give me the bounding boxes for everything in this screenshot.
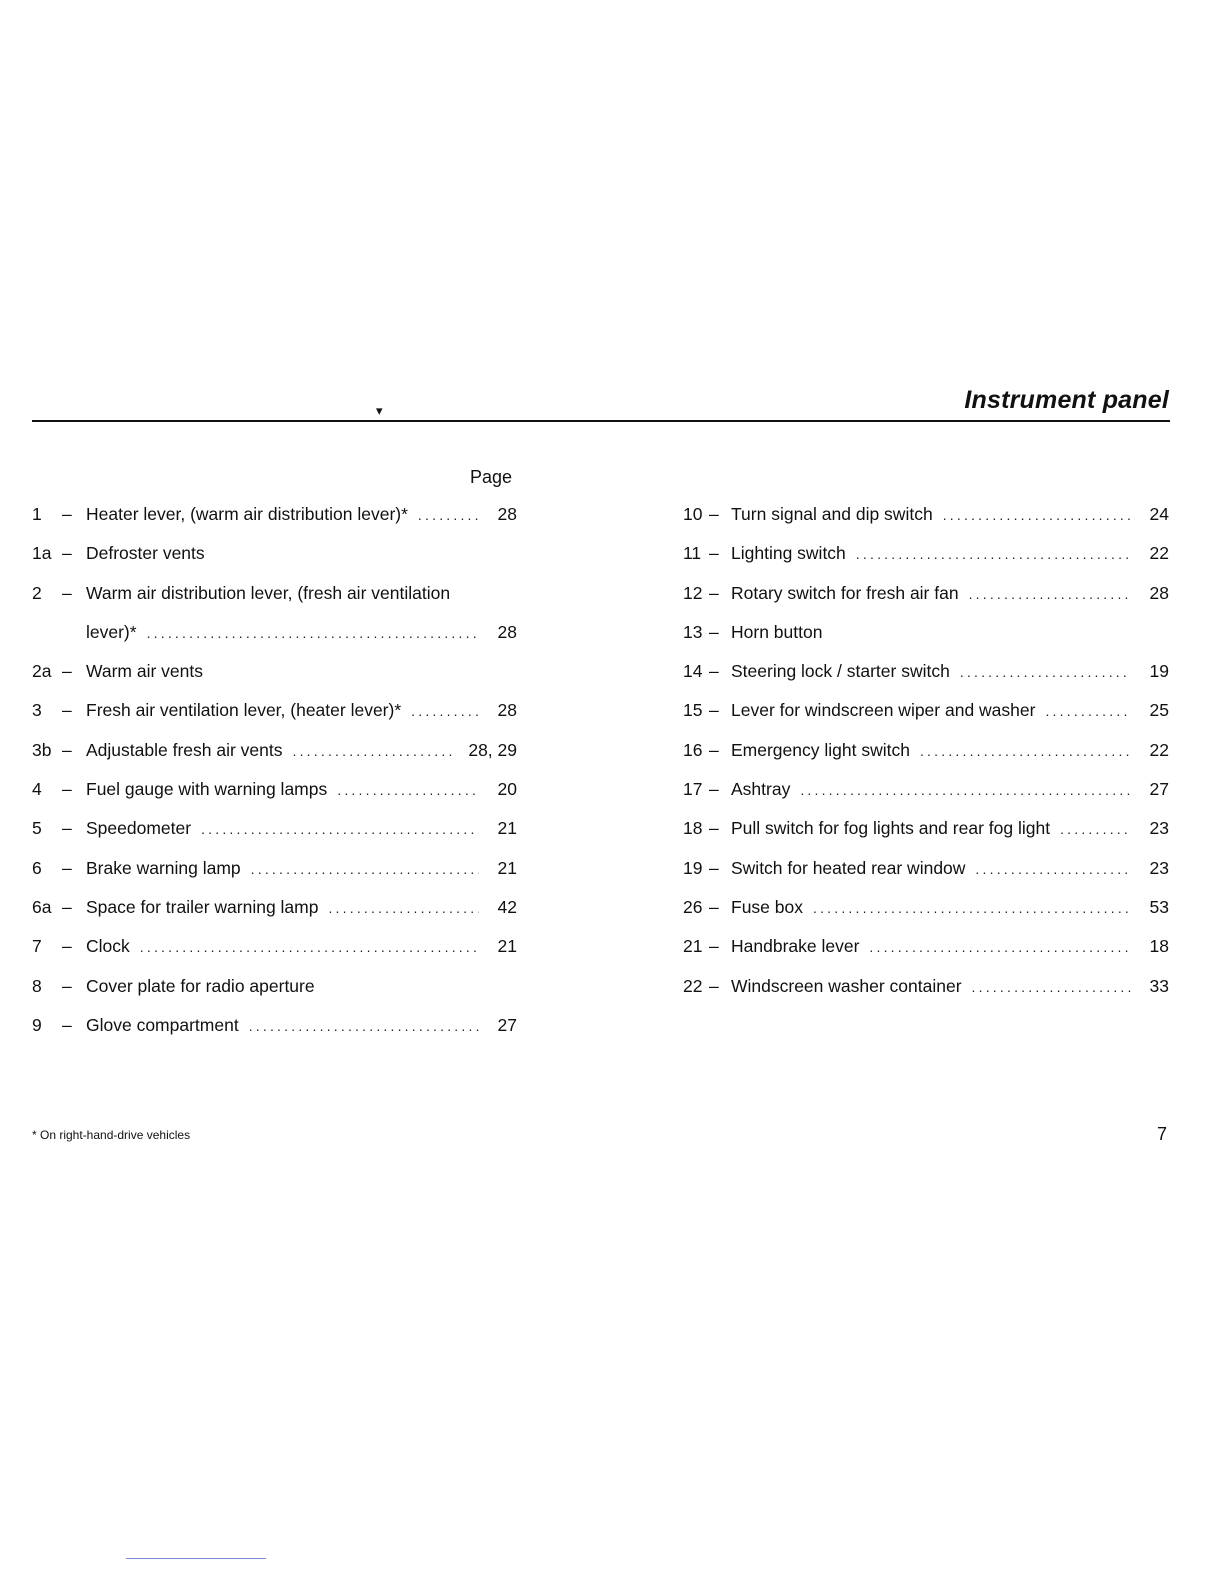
entry-number: 1 [32, 504, 42, 524]
entry-page: 22 [1149, 739, 1169, 760]
entry-label: Rotary switch for fresh air fan [731, 582, 959, 603]
dot-leader [249, 1012, 479, 1040]
entry-page: 20 [497, 779, 517, 800]
entry-number: 2 [32, 582, 42, 603]
index-entry-2a [32, 657, 517, 696]
entry-page: 28 [1149, 582, 1169, 603]
index-entry-6 [32, 854, 517, 893]
dot-leader [800, 776, 1131, 804]
entry-page: 25 [1149, 700, 1169, 721]
entry-label: Handbrake lever [731, 936, 860, 957]
entry-label: Speedometer [86, 818, 192, 839]
entry-page: 42 [497, 896, 517, 917]
entry-label: Lighting switch [731, 543, 846, 564]
entry-number: 13 [683, 621, 703, 642]
entry-page: 27 [1149, 779, 1169, 800]
entry-page: 24 [1149, 504, 1169, 524]
index-entry-22 [683, 972, 1169, 1011]
entry-dash: – [709, 621, 719, 642]
entry-number: 17 [683, 779, 703, 800]
entry-label: Horn button [731, 621, 823, 642]
entry-dash: – [709, 857, 719, 878]
entry-label: Brake warning lamp [86, 857, 241, 878]
entry-dash: – [709, 543, 719, 564]
dot-leader [813, 894, 1131, 922]
bottom-line [126, 1558, 266, 1559]
footnote: * On right-hand-drive vehicles [32, 1128, 191, 1142]
entry-dash: – [62, 818, 72, 839]
right-index-list [683, 500, 1169, 1011]
dot-leader [328, 894, 479, 922]
entry-label: Cover plate for radio aperture [86, 975, 315, 996]
index-entry-5 [32, 814, 517, 853]
entry-dash: – [709, 818, 719, 839]
header-rule [32, 420, 1170, 422]
index-entry-1 [32, 500, 517, 539]
entry-label: Heater lever, (warm air distribution lever)* [86, 504, 408, 524]
entry-page: 53 [1149, 896, 1169, 917]
entry-number: 9 [32, 1014, 42, 1035]
entry-number: 2a [32, 661, 52, 682]
entry-label: Steering lock / starter switch [731, 661, 950, 682]
entry-dash: – [709, 936, 719, 957]
dot-leader [869, 933, 1131, 961]
entry-number: 4 [32, 779, 42, 800]
dot-leader [293, 737, 455, 765]
index-entry-1a [32, 539, 517, 578]
entry-dash: – [62, 661, 72, 682]
index-entry-3 [32, 696, 517, 735]
entry-dash: – [62, 936, 72, 957]
dot-leader [943, 501, 1131, 529]
entry-number: 15 [683, 700, 703, 721]
dot-leader [975, 855, 1131, 883]
entry-dash: – [709, 661, 719, 682]
dot-leader [1045, 697, 1131, 725]
entry-dash: – [62, 739, 72, 760]
entry-label-continuation: lever)* [86, 621, 137, 642]
dot-leader [969, 580, 1131, 608]
index-entry-11 [683, 539, 1169, 578]
entry-label: Glove compartment [86, 1014, 239, 1035]
entry-number: 18 [683, 818, 703, 839]
index-entry-13 [683, 618, 1169, 657]
index-entry-2 [32, 579, 517, 618]
entry-number: 12 [683, 582, 703, 603]
entry-page: 21 [497, 936, 517, 957]
entry-number: 3b [32, 739, 52, 760]
entry-number: 21 [683, 936, 703, 957]
entry-number: 10 [683, 504, 703, 524]
entry-dash: – [62, 779, 72, 800]
index-entry-21 [683, 932, 1169, 971]
entry-number: 6 [32, 857, 42, 878]
entry-label: Fuse box [731, 896, 803, 917]
entry-dash: – [709, 582, 719, 603]
index-entry-12 [683, 579, 1169, 618]
entry-page: 22 [1149, 543, 1169, 564]
index-entry-15 [683, 696, 1169, 735]
entry-number: 6a [32, 896, 52, 917]
page-number: 7 [1156, 1124, 1167, 1144]
index-entry-4 [32, 775, 517, 814]
entry-dash: – [62, 857, 72, 878]
entry-page: 28, 29 [468, 739, 517, 760]
dot-leader [960, 658, 1131, 686]
dot-leader [411, 697, 479, 725]
entry-label: Warm air vents [86, 661, 204, 682]
index-entry-8 [32, 972, 517, 1011]
entry-number: 11 [683, 543, 702, 564]
dot-leader [201, 815, 479, 843]
entry-number: 16 [683, 739, 703, 760]
entry-label: Turn signal and dip switch [731, 504, 933, 524]
rule-mark: ▾ [376, 403, 383, 418]
entry-page: 23 [1149, 818, 1169, 839]
dot-leader [140, 933, 479, 961]
index-entry-3b [32, 736, 517, 775]
entry-label: Switch for heated rear window [731, 857, 966, 878]
index-entry-9 [32, 1011, 517, 1050]
entry-number: 1a [32, 543, 52, 564]
dot-leader [337, 776, 479, 804]
entry-number: 22 [683, 975, 703, 996]
index-entry-18 [683, 814, 1169, 853]
dot-leader [856, 540, 1131, 568]
entry-number: 8 [32, 975, 42, 996]
entry-dash: – [62, 1014, 72, 1035]
entry-dash: – [709, 739, 719, 760]
dot-leader [147, 619, 479, 647]
entry-label: Fresh air ventilation lever, (heater lever)* [86, 700, 402, 721]
index-entry-6a [32, 893, 517, 932]
dot-leader [920, 737, 1131, 765]
entry-dash: – [709, 779, 719, 800]
dot-leader [251, 855, 479, 883]
entry-dash: – [709, 700, 719, 721]
entry-number: 3 [32, 700, 42, 721]
entry-page: 19 [1149, 661, 1169, 682]
entry-dash: – [62, 504, 72, 524]
entry-dash: – [62, 975, 72, 996]
left-index-list [32, 500, 517, 1050]
entry-dash: – [709, 896, 719, 917]
entry-label: Windscreen washer container [731, 975, 962, 996]
entry-page: 33 [1149, 975, 1169, 996]
index-entry-17 [683, 775, 1169, 814]
index-entry-26 [683, 893, 1169, 932]
entry-page: 18 [1149, 936, 1169, 957]
entry-number: 5 [32, 818, 42, 839]
entry-dash: – [709, 975, 719, 996]
index-entry-19 [683, 854, 1169, 893]
entry-page: 28 [497, 621, 517, 642]
entry-page: 27 [497, 1014, 517, 1035]
entry-number: 19 [683, 857, 703, 878]
index-entry-10 [683, 500, 1169, 539]
dot-leader [418, 501, 479, 529]
entry-label: Ashtray [731, 779, 791, 800]
entry-page: 28 [497, 504, 517, 524]
entry-label: Emergency light switch [731, 739, 910, 760]
dot-leader [1060, 815, 1131, 843]
entry-page: 21 [497, 857, 517, 878]
entry-number: 14 [683, 661, 703, 682]
entry-dash: – [62, 700, 72, 721]
page-column-label: Page [470, 467, 513, 487]
entry-label: Space for trailer warning lamp [86, 896, 319, 917]
entry-page: 23 [1149, 857, 1169, 878]
dot-leader [972, 973, 1131, 1001]
entry-label: Clock [86, 936, 130, 957]
entry-label: Adjustable fresh air vents [86, 739, 283, 760]
index-entry-16 [683, 736, 1169, 775]
entry-dash: – [709, 504, 719, 524]
entry-label: Pull switch for fog lights and rear fog light [731, 818, 1051, 839]
index-entry-14 [683, 657, 1169, 696]
entry-label: Warm air distribution lever, (fresh air ventilation [86, 582, 451, 603]
entry-number: 7 [32, 936, 42, 957]
index-entry-2-continuation [32, 618, 517, 657]
entry-number: 26 [683, 896, 703, 917]
entry-page: 28 [497, 700, 517, 721]
index-entry-7 [32, 932, 517, 971]
section-title: Instrument panel [964, 386, 1169, 414]
entry-label: Defroster vents [86, 543, 205, 564]
entry-dash: – [62, 543, 72, 564]
entry-dash: – [62, 896, 72, 917]
entry-dash: – [62, 582, 72, 603]
entry-label: Lever for windscreen wiper and washer [731, 700, 1036, 721]
entry-page: 21 [497, 818, 517, 839]
entry-label: Fuel gauge with warning lamps [86, 779, 328, 800]
